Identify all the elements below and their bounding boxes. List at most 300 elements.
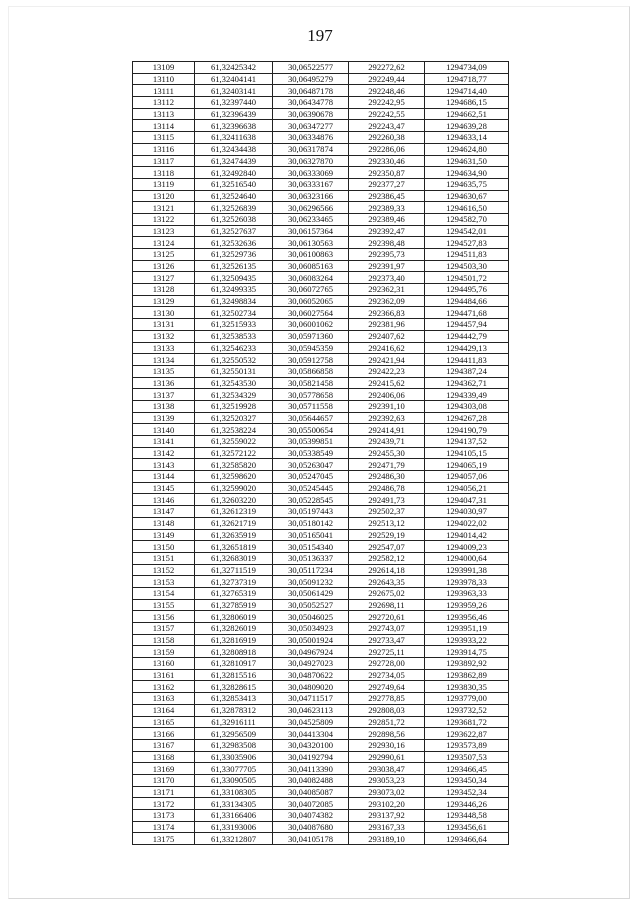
- longitude-cell: 30,05001924: [273, 634, 349, 646]
- longitude-cell: 30,04087680: [273, 821, 349, 833]
- x-coordinate-cell: 292422,23: [349, 365, 425, 377]
- y-coordinate-cell: 1294624,80: [425, 143, 509, 155]
- y-coordinate-cell: 1294137,52: [425, 436, 509, 448]
- x-coordinate-cell: 292366,83: [349, 307, 425, 319]
- table-row: [133, 389, 509, 401]
- latitude-cell: 61,32816919: [195, 634, 273, 646]
- x-coordinate-cell: 292675,02: [349, 587, 425, 599]
- y-coordinate-cell: 1293963,33: [425, 587, 509, 599]
- table-row: [133, 552, 509, 564]
- point-number-cell: 13143: [133, 459, 195, 471]
- latitude-cell: 61,32621719: [195, 517, 273, 529]
- longitude-cell: 30,05711558: [273, 400, 349, 412]
- y-coordinate-cell: 1294190,79: [425, 424, 509, 436]
- x-coordinate-cell: 292421,94: [349, 354, 425, 366]
- longitude-cell: 30,05263047: [273, 459, 349, 471]
- latitude-cell: 61,32765319: [195, 587, 273, 599]
- latitude-cell: 61,32498834: [195, 295, 273, 307]
- latitude-cell: 61,32434438: [195, 143, 273, 155]
- y-coordinate-cell: 1294442,79: [425, 330, 509, 342]
- y-coordinate-cell: 1294014,42: [425, 529, 509, 541]
- latitude-cell: 61,33134305: [195, 798, 273, 810]
- y-coordinate-cell: 1294503,30: [425, 260, 509, 272]
- table-row: [133, 646, 509, 658]
- latitude-cell: 61,33077705: [195, 763, 273, 775]
- longitude-cell: 30,05061429: [273, 587, 349, 599]
- x-coordinate-cell: 292416,62: [349, 342, 425, 354]
- x-coordinate-cell: 292286,06: [349, 143, 425, 155]
- point-number-cell: 13155: [133, 599, 195, 611]
- table-row: [133, 564, 509, 576]
- x-coordinate-cell: 292243,47: [349, 120, 425, 132]
- x-coordinate-cell: 292725,11: [349, 646, 425, 658]
- y-coordinate-cell: 1294009,23: [425, 541, 509, 553]
- x-coordinate-cell: 292898,56: [349, 728, 425, 740]
- point-number-cell: 13125: [133, 249, 195, 261]
- table-row: [133, 120, 509, 132]
- longitude-cell: 30,05500654: [273, 424, 349, 436]
- x-coordinate-cell: 292242,95: [349, 97, 425, 109]
- x-coordinate-cell: 293038,47: [349, 763, 425, 775]
- latitude-cell: 61,32526135: [195, 260, 273, 272]
- longitude-cell: 30,06157364: [273, 225, 349, 237]
- point-number-cell: 13118: [133, 167, 195, 179]
- x-coordinate-cell: 292392,63: [349, 412, 425, 424]
- table-row: [133, 202, 509, 214]
- table-row: [133, 693, 509, 705]
- table-row: [133, 436, 509, 448]
- x-coordinate-cell: 292415,62: [349, 377, 425, 389]
- y-coordinate-cell: 1293446,26: [425, 798, 509, 810]
- table-row: [133, 704, 509, 716]
- x-coordinate-cell: 292643,35: [349, 576, 425, 588]
- longitude-cell: 30,06027564: [273, 307, 349, 319]
- y-coordinate-cell: 1294047,31: [425, 494, 509, 506]
- x-coordinate-cell: 292743,07: [349, 623, 425, 635]
- x-coordinate-cell: 293053,23: [349, 774, 425, 786]
- longitude-cell: 30,04074382: [273, 810, 349, 822]
- table-row: [133, 833, 509, 845]
- y-coordinate-cell: 1294030,97: [425, 506, 509, 518]
- y-coordinate-cell: 1294387,24: [425, 365, 509, 377]
- point-number-cell: 13120: [133, 190, 195, 202]
- latitude-cell: 61,32492840: [195, 167, 273, 179]
- x-coordinate-cell: 292439,71: [349, 436, 425, 448]
- point-number-cell: 13137: [133, 389, 195, 401]
- point-number-cell: 13173: [133, 810, 195, 822]
- longitude-cell: 30,05091232: [273, 576, 349, 588]
- point-number-cell: 13148: [133, 517, 195, 529]
- y-coordinate-cell: 1293732,52: [425, 704, 509, 716]
- latitude-cell: 61,33035906: [195, 751, 273, 763]
- point-number-cell: 13117: [133, 155, 195, 167]
- latitude-cell: 61,32878312: [195, 704, 273, 716]
- longitude-cell: 30,05197443: [273, 506, 349, 518]
- x-coordinate-cell: 292728,00: [349, 658, 425, 670]
- x-coordinate-cell: 292377,27: [349, 178, 425, 190]
- longitude-cell: 30,05821458: [273, 377, 349, 389]
- point-number-cell: 13121: [133, 202, 195, 214]
- point-number-cell: 13123: [133, 225, 195, 237]
- point-number-cell: 13129: [133, 295, 195, 307]
- table-row: [133, 623, 509, 635]
- point-number-cell: 13135: [133, 365, 195, 377]
- x-coordinate-cell: 293073,02: [349, 786, 425, 798]
- table-row: [133, 62, 509, 74]
- point-number-cell: 13141: [133, 436, 195, 448]
- point-number-cell: 13130: [133, 307, 195, 319]
- longitude-cell: 30,04320100: [273, 739, 349, 751]
- x-coordinate-cell: 293102,20: [349, 798, 425, 810]
- y-coordinate-cell: 1294411,83: [425, 354, 509, 366]
- x-coordinate-cell: 292990,61: [349, 751, 425, 763]
- latitude-cell: 61,32396439: [195, 108, 273, 120]
- latitude-cell: 61,32520327: [195, 412, 273, 424]
- latitude-cell: 61,32737319: [195, 576, 273, 588]
- latitude-cell: 61,33193006: [195, 821, 273, 833]
- point-number-cell: 13136: [133, 377, 195, 389]
- y-coordinate-cell: 1293956,46: [425, 611, 509, 623]
- latitude-cell: 61,33108305: [195, 786, 273, 798]
- table-row: [133, 634, 509, 646]
- table-row: [133, 319, 509, 331]
- table-row: [133, 786, 509, 798]
- latitude-cell: 61,32956509: [195, 728, 273, 740]
- longitude-cell: 30,04623113: [273, 704, 349, 716]
- table-row: [133, 716, 509, 728]
- y-coordinate-cell: 1294429,13: [425, 342, 509, 354]
- longitude-cell: 30,06347277: [273, 120, 349, 132]
- y-coordinate-cell: 1294056,21: [425, 482, 509, 494]
- longitude-cell: 30,05866858: [273, 365, 349, 377]
- table-row: [133, 272, 509, 284]
- longitude-cell: 30,05180142: [273, 517, 349, 529]
- point-number-cell: 13131: [133, 319, 195, 331]
- point-number-cell: 13147: [133, 506, 195, 518]
- latitude-cell: 61,32519928: [195, 400, 273, 412]
- y-coordinate-cell: 1293959,26: [425, 599, 509, 611]
- x-coordinate-cell: 292808,03: [349, 704, 425, 716]
- x-coordinate-cell: 292395,73: [349, 249, 425, 261]
- latitude-cell: 61,32826019: [195, 623, 273, 635]
- longitude-cell: 30,05034923: [273, 623, 349, 635]
- point-number-cell: 13162: [133, 681, 195, 693]
- table-row: [133, 108, 509, 120]
- point-number-cell: 13154: [133, 587, 195, 599]
- y-coordinate-cell: 1294484,66: [425, 295, 509, 307]
- x-coordinate-cell: 292373,40: [349, 272, 425, 284]
- y-coordinate-cell: 1294639,28: [425, 120, 509, 132]
- x-coordinate-cell: 293167,33: [349, 821, 425, 833]
- latitude-cell: 61,32529736: [195, 249, 273, 261]
- table-row: [133, 377, 509, 389]
- table-row: [133, 178, 509, 190]
- latitude-cell: 61,32635919: [195, 529, 273, 541]
- latitude-cell: 61,32572122: [195, 447, 273, 459]
- y-coordinate-cell: 1293622,87: [425, 728, 509, 740]
- y-coordinate-cell: 1294527,83: [425, 237, 509, 249]
- latitude-cell: 61,32502734: [195, 307, 273, 319]
- longitude-cell: 30,05338549: [273, 447, 349, 459]
- point-number-cell: 13144: [133, 471, 195, 483]
- table-row: [133, 237, 509, 249]
- latitude-cell: 61,32499335: [195, 284, 273, 296]
- longitude-cell: 30,05052527: [273, 599, 349, 611]
- latitude-cell: 61,32585820: [195, 459, 273, 471]
- latitude-cell: 61,32806019: [195, 611, 273, 623]
- table-row: [133, 774, 509, 786]
- y-coordinate-cell: 1293862,89: [425, 669, 509, 681]
- latitude-cell: 61,32815516: [195, 669, 273, 681]
- longitude-cell: 30,06327870: [273, 155, 349, 167]
- table-row: [133, 354, 509, 366]
- longitude-cell: 30,06522577: [273, 62, 349, 74]
- y-coordinate-cell: 1294457,94: [425, 319, 509, 331]
- point-number-cell: 13161: [133, 669, 195, 681]
- longitude-cell: 30,06495279: [273, 73, 349, 85]
- longitude-cell: 30,05165041: [273, 529, 349, 541]
- x-coordinate-cell: 292486,78: [349, 482, 425, 494]
- coordinates-table: [132, 61, 509, 845]
- x-coordinate-cell: 292486,30: [349, 471, 425, 483]
- x-coordinate-cell: 292851,72: [349, 716, 425, 728]
- latitude-cell: 61,32397440: [195, 97, 273, 109]
- y-coordinate-cell: 1293991,38: [425, 564, 509, 576]
- longitude-cell: 30,06333167: [273, 178, 349, 190]
- point-number-cell: 13111: [133, 85, 195, 97]
- y-coordinate-cell: 1293830,35: [425, 681, 509, 693]
- latitude-cell: 61,32683019: [195, 552, 273, 564]
- y-coordinate-cell: 1294362,71: [425, 377, 509, 389]
- y-coordinate-cell: 1294630,67: [425, 190, 509, 202]
- longitude-cell: 30,05945359: [273, 342, 349, 354]
- longitude-cell: 30,05245445: [273, 482, 349, 494]
- latitude-cell: 61,32425342: [195, 62, 273, 74]
- table-row: [133, 611, 509, 623]
- y-coordinate-cell: 1294635,75: [425, 178, 509, 190]
- x-coordinate-cell: 292406,06: [349, 389, 425, 401]
- latitude-cell: 61,32559022: [195, 436, 273, 448]
- latitude-cell: 61,32527637: [195, 225, 273, 237]
- table-row: [133, 365, 509, 377]
- x-coordinate-cell: 292350,87: [349, 167, 425, 179]
- longitude-cell: 30,05971360: [273, 330, 349, 342]
- x-coordinate-cell: 292513,12: [349, 517, 425, 529]
- longitude-cell: 30,05228545: [273, 494, 349, 506]
- latitude-cell: 61,32550131: [195, 365, 273, 377]
- point-number-cell: 13163: [133, 693, 195, 705]
- x-coordinate-cell: 292414,91: [349, 424, 425, 436]
- longitude-cell: 30,06390678: [273, 108, 349, 120]
- point-number-cell: 13164: [133, 704, 195, 716]
- latitude-cell: 61,32411638: [195, 132, 273, 144]
- point-number-cell: 13153: [133, 576, 195, 588]
- latitude-cell: 61,32810917: [195, 658, 273, 670]
- point-number-cell: 13126: [133, 260, 195, 272]
- point-number-cell: 13142: [133, 447, 195, 459]
- latitude-cell: 61,32599020: [195, 482, 273, 494]
- longitude-cell: 30,05912758: [273, 354, 349, 366]
- x-coordinate-cell: 292362,09: [349, 295, 425, 307]
- y-coordinate-cell: 1294633,14: [425, 132, 509, 144]
- y-coordinate-cell: 1294057,06: [425, 471, 509, 483]
- point-number-cell: 13169: [133, 763, 195, 775]
- table-row: [133, 681, 509, 693]
- point-number-cell: 13128: [133, 284, 195, 296]
- longitude-cell: 30,06296566: [273, 202, 349, 214]
- latitude-cell: 61,32538533: [195, 330, 273, 342]
- y-coordinate-cell: 1294662,51: [425, 108, 509, 120]
- point-number-cell: 13138: [133, 400, 195, 412]
- point-number-cell: 13151: [133, 552, 195, 564]
- table-row: [133, 459, 509, 471]
- point-number-cell: 13166: [133, 728, 195, 740]
- x-coordinate-cell: 292471,79: [349, 459, 425, 471]
- y-coordinate-cell: 1293456,61: [425, 821, 509, 833]
- latitude-cell: 61,32396638: [195, 120, 273, 132]
- table-row: [133, 494, 509, 506]
- point-number-cell: 13158: [133, 634, 195, 646]
- table-row: [133, 821, 509, 833]
- table-row: [133, 728, 509, 740]
- point-number-cell: 13165: [133, 716, 195, 728]
- point-number-cell: 13133: [133, 342, 195, 354]
- y-coordinate-cell: 1293448,58: [425, 810, 509, 822]
- x-coordinate-cell: 292734,05: [349, 669, 425, 681]
- latitude-cell: 61,32612319: [195, 506, 273, 518]
- longitude-cell: 30,04192794: [273, 751, 349, 763]
- longitude-cell: 30,05136337: [273, 552, 349, 564]
- page-number: 197: [307, 26, 333, 45]
- y-coordinate-cell: 1294501,72: [425, 272, 509, 284]
- x-coordinate-cell: 292249,44: [349, 73, 425, 85]
- longitude-cell: 30,06434778: [273, 97, 349, 109]
- latitude-cell: 61,32515933: [195, 319, 273, 331]
- latitude-cell: 61,32598620: [195, 471, 273, 483]
- point-number-cell: 13150: [133, 541, 195, 553]
- table-row: [133, 587, 509, 599]
- point-number-cell: 13171: [133, 786, 195, 798]
- x-coordinate-cell: 292614,18: [349, 564, 425, 576]
- point-number-cell: 13175: [133, 833, 195, 845]
- longitude-cell: 30,06487178: [273, 85, 349, 97]
- latitude-cell: 61,32526839: [195, 202, 273, 214]
- point-number-cell: 13119: [133, 178, 195, 190]
- x-coordinate-cell: 292582,12: [349, 552, 425, 564]
- latitude-cell: 61,32534329: [195, 389, 273, 401]
- point-number-cell: 13145: [133, 482, 195, 494]
- latitude-cell: 61,33212807: [195, 833, 273, 845]
- point-number-cell: 13115: [133, 132, 195, 144]
- y-coordinate-cell: 1293450,34: [425, 774, 509, 786]
- point-number-cell: 13124: [133, 237, 195, 249]
- x-coordinate-cell: 292242,55: [349, 108, 425, 120]
- latitude-cell: 61,32546233: [195, 342, 273, 354]
- longitude-cell: 30,06323166: [273, 190, 349, 202]
- x-coordinate-cell: 292248,46: [349, 85, 425, 97]
- y-coordinate-cell: 1294303,08: [425, 400, 509, 412]
- latitude-cell: 61,32532636: [195, 237, 273, 249]
- y-coordinate-cell: 1294511,83: [425, 249, 509, 261]
- longitude-cell: 30,04870622: [273, 669, 349, 681]
- point-number-cell: 13116: [133, 143, 195, 155]
- longitude-cell: 30,06001062: [273, 319, 349, 331]
- point-number-cell: 13149: [133, 529, 195, 541]
- point-number-cell: 13146: [133, 494, 195, 506]
- y-coordinate-cell: 1294339,49: [425, 389, 509, 401]
- y-coordinate-cell: 1293978,33: [425, 576, 509, 588]
- x-coordinate-cell: 292930,16: [349, 739, 425, 751]
- table-row: [133, 529, 509, 541]
- latitude-cell: 61,32828615: [195, 681, 273, 693]
- table-row: [133, 751, 509, 763]
- table-row: [133, 810, 509, 822]
- point-number-cell: 13152: [133, 564, 195, 576]
- longitude-cell: 30,06333069: [273, 167, 349, 179]
- y-coordinate-cell: 1293573,89: [425, 739, 509, 751]
- longitude-cell: 30,04085087: [273, 786, 349, 798]
- longitude-cell: 30,04113390: [273, 763, 349, 775]
- table-row: [133, 798, 509, 810]
- longitude-cell: 30,06085163: [273, 260, 349, 272]
- table-row: [133, 739, 509, 751]
- y-coordinate-cell: 1294582,70: [425, 213, 509, 225]
- x-coordinate-cell: 292720,61: [349, 611, 425, 623]
- table-row: [133, 330, 509, 342]
- x-coordinate-cell: 292749,64: [349, 681, 425, 693]
- x-coordinate-cell: 292407,62: [349, 330, 425, 342]
- table-row: [133, 97, 509, 109]
- y-coordinate-cell: 1294714,40: [425, 85, 509, 97]
- table-row: [133, 73, 509, 85]
- point-number-cell: 13112: [133, 97, 195, 109]
- longitude-cell: 30,06072765: [273, 284, 349, 296]
- y-coordinate-cell: 1293951,19: [425, 623, 509, 635]
- x-coordinate-cell: 292389,46: [349, 213, 425, 225]
- table-row: [133, 249, 509, 261]
- latitude-cell: 61,32509435: [195, 272, 273, 284]
- latitude-cell: 61,32526038: [195, 213, 273, 225]
- table-row: [133, 482, 509, 494]
- table-row: [133, 424, 509, 436]
- point-number-cell: 13172: [133, 798, 195, 810]
- y-coordinate-cell: 1293914,75: [425, 646, 509, 658]
- x-coordinate-cell: 292491,73: [349, 494, 425, 506]
- x-coordinate-cell: 292260,38: [349, 132, 425, 144]
- x-coordinate-cell: 293189,10: [349, 833, 425, 845]
- point-number-cell: 13174: [133, 821, 195, 833]
- y-coordinate-cell: 1293779,00: [425, 693, 509, 705]
- latitude-cell: 61,32516540: [195, 178, 273, 190]
- longitude-cell: 30,06317874: [273, 143, 349, 155]
- y-coordinate-cell: 1293507,53: [425, 751, 509, 763]
- longitude-cell: 30,04105178: [273, 833, 349, 845]
- longitude-cell: 30,04072085: [273, 798, 349, 810]
- y-coordinate-cell: 1294631,50: [425, 155, 509, 167]
- point-number-cell: 13110: [133, 73, 195, 85]
- table-row: [133, 132, 509, 144]
- latitude-cell: 61,32550532: [195, 354, 273, 366]
- table-row: [133, 295, 509, 307]
- y-coordinate-cell: 1293466,64: [425, 833, 509, 845]
- table-row: [133, 471, 509, 483]
- x-coordinate-cell: 292391,10: [349, 400, 425, 412]
- x-coordinate-cell: 292529,19: [349, 529, 425, 541]
- x-coordinate-cell: 292330,46: [349, 155, 425, 167]
- longitude-cell: 30,04711517: [273, 693, 349, 705]
- x-coordinate-cell: 292547,07: [349, 541, 425, 553]
- y-coordinate-cell: 1294022,02: [425, 517, 509, 529]
